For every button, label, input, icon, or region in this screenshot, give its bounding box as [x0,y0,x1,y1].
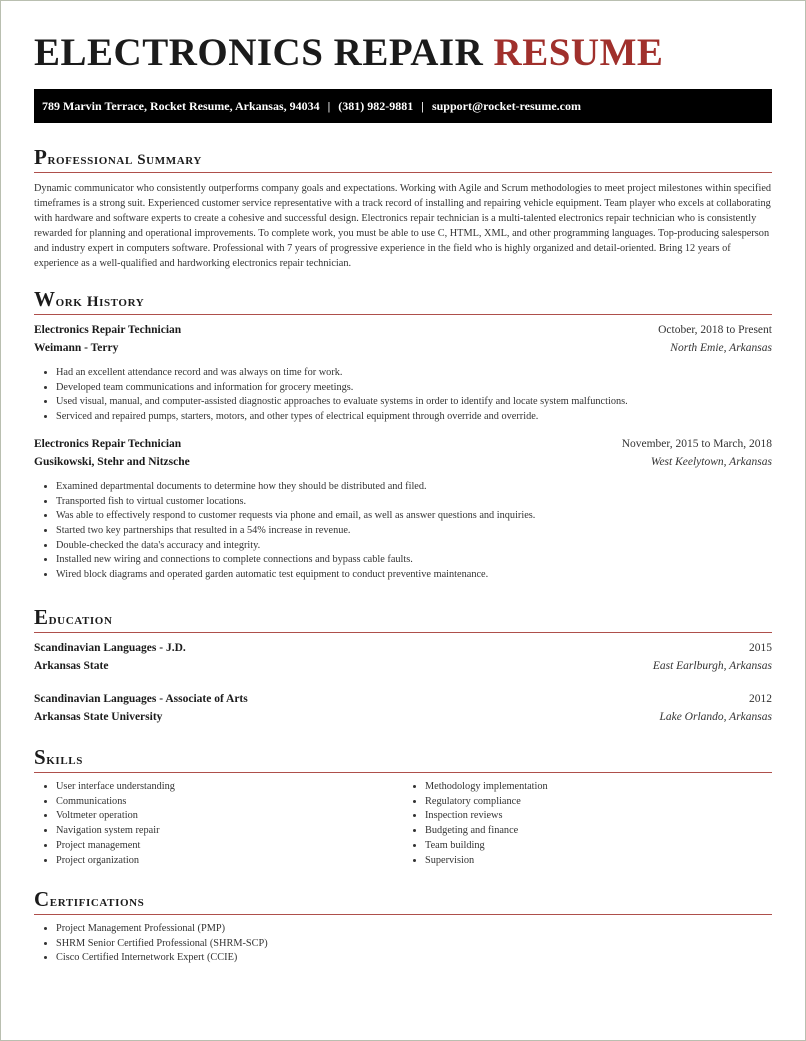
skill-item: • User interface understanding [56,780,403,795]
graduation-year: 2015 [749,642,772,654]
skill-item: • Project organization [56,854,403,869]
contact-phone: (381) 982-9881 [338,99,414,113]
certification-item: • Project Management Professional (PMP) [56,922,772,937]
skill-item: • Regulatory compliance [425,795,772,810]
certifications-section [34,887,772,966]
skill-item: • Communications [56,795,403,810]
certification-item: • Cisco Certified Internetwork Expert (CCIE) [56,951,772,966]
skills-list-left [34,780,403,868]
section-heading: Work History [34,287,145,311]
job-company: Gusikowski, Stehr and Nitzsche [34,455,190,468]
degree: Scandinavian Languages - Associate of Arts [34,693,248,705]
job-title: Electronics Repair Technician [34,324,182,336]
graduation-year: 2012 [749,693,772,705]
contact-email: support@rocket-resume.com [431,99,581,113]
list-item: • Installed new wiring and connections to complete connections and bypass cable faults. [56,553,772,568]
skill-item: • Budgeting and finance [425,824,772,839]
contact-address: 789 Marvin Terrace, Rocket Resume, Arkansas, 94034 [42,99,320,113]
skill-item: • Inspection reviews [425,809,772,824]
title-accent: RESUME [493,31,664,74]
summary-section [34,145,772,271]
skills-section [34,745,772,868]
job-location: West Keelytown, Arkansas [650,455,772,468]
education-entry [34,642,772,678]
list-item: • Was able to effectively respond to customer requests via phone and email, as well as answer questions and inquiries. [56,509,772,524]
degree: Scandinavian Languages - J.D. [34,642,186,654]
job-dates: November, 2015 to March, 2018 [621,437,772,450]
school-location: East Earlburgh, Arkansas [652,660,772,672]
school: Arkansas State [34,660,109,672]
school-location: Lake Orlando, Arkansas [659,711,772,723]
list-item: • Used visual, manual, and computer-assisted diagnostic approaches to evaluate systems in order to identify and locate system malfunctions. [56,395,772,410]
education-section [34,605,772,729]
skill-item: • Methodology implementation [425,780,772,795]
section-heading: Professional Summary [34,145,202,169]
job-entry [34,438,772,583]
list-item: • Wired block diagrams and operated garden automatic test equipment to conduct preventive maintenance. [56,568,772,583]
section-heading: Certifications [34,887,145,911]
section-divider [34,172,772,173]
job-bullets [34,480,772,583]
skill-item: • Voltmeter operation [56,809,403,824]
school: Arkansas State University [34,711,163,723]
education-entry [34,693,772,729]
list-item: • Had an excellent attendance record and was always on time for work. [56,366,772,381]
certification-item: • SHRM Senior Certified Professional (SHRM-SCP) [56,937,772,952]
section-divider [34,314,772,315]
section-divider [34,632,772,633]
summary-text: Dynamic communicator who consistently outperforms company goals and expectations. Working with Agile and Scrum methodologies to meet project milestones within specified timeframes is a strong suit. Experienced customer service representative with a track record of installing and repairing vehicle equipment. Team player who excels at collaborating with hardware and software experts to create a cohesive and successful design. Electronics repair technician is a multi-talented electronics repair technician who is consistently rewarded for planning and operational improvements. To complete work, you must be able to use C, HTML, XML, and other programming languages. Top-producing salesperson and industry expert in computers software. Professional with 7 years of progressive experience in the field who is highly organized and detail-oriented. Bring 12 years of experience as a well-qualified and hardworking electronics repair technician. [34,183,772,269]
contact-separator: | [421,99,424,113]
title-main: ELECTRONICS REPAIR [34,31,484,74]
job-bullets [34,366,772,425]
skill-item: • Team building [425,839,772,854]
skills-list-right [403,780,772,868]
job-location: North Emie, Arkansas [670,342,772,354]
section-heading: Skills [34,745,83,769]
skill-item: • Project management [56,839,403,854]
list-item: • Transported fish to virtual customer locations. [56,495,772,510]
resume-title [34,30,663,75]
list-item: • Serviced and repaired pumps, starters, motors, and other types of electrical equipment through override and override. [56,410,772,425]
contact-bar [34,89,772,123]
list-item: • Examined departmental documents to determine how they should be distributed and filed. [56,480,772,495]
list-item: • Started two key partnerships that resulted in a 54% increase in revenue. [56,524,772,539]
job-entry [34,324,772,425]
job-dates: October, 2018 to Present [658,324,772,336]
skill-item: • Navigation system repair [56,824,403,839]
contact-separator: | [327,99,331,113]
section-heading: Education [34,605,113,629]
section-divider [34,914,772,915]
work-history-section [34,287,772,583]
job-title: Electronics Repair Technician [34,437,182,450]
list-item: • Developed team communications and information for grocery meetings. [56,381,772,396]
list-item: • Double-checked the data's accuracy and integrity. [56,539,772,554]
section-divider [34,772,772,773]
job-company: Weimann - Terry [34,342,119,354]
certifications-list [34,922,772,966]
skill-item: • Supervision [425,854,772,869]
